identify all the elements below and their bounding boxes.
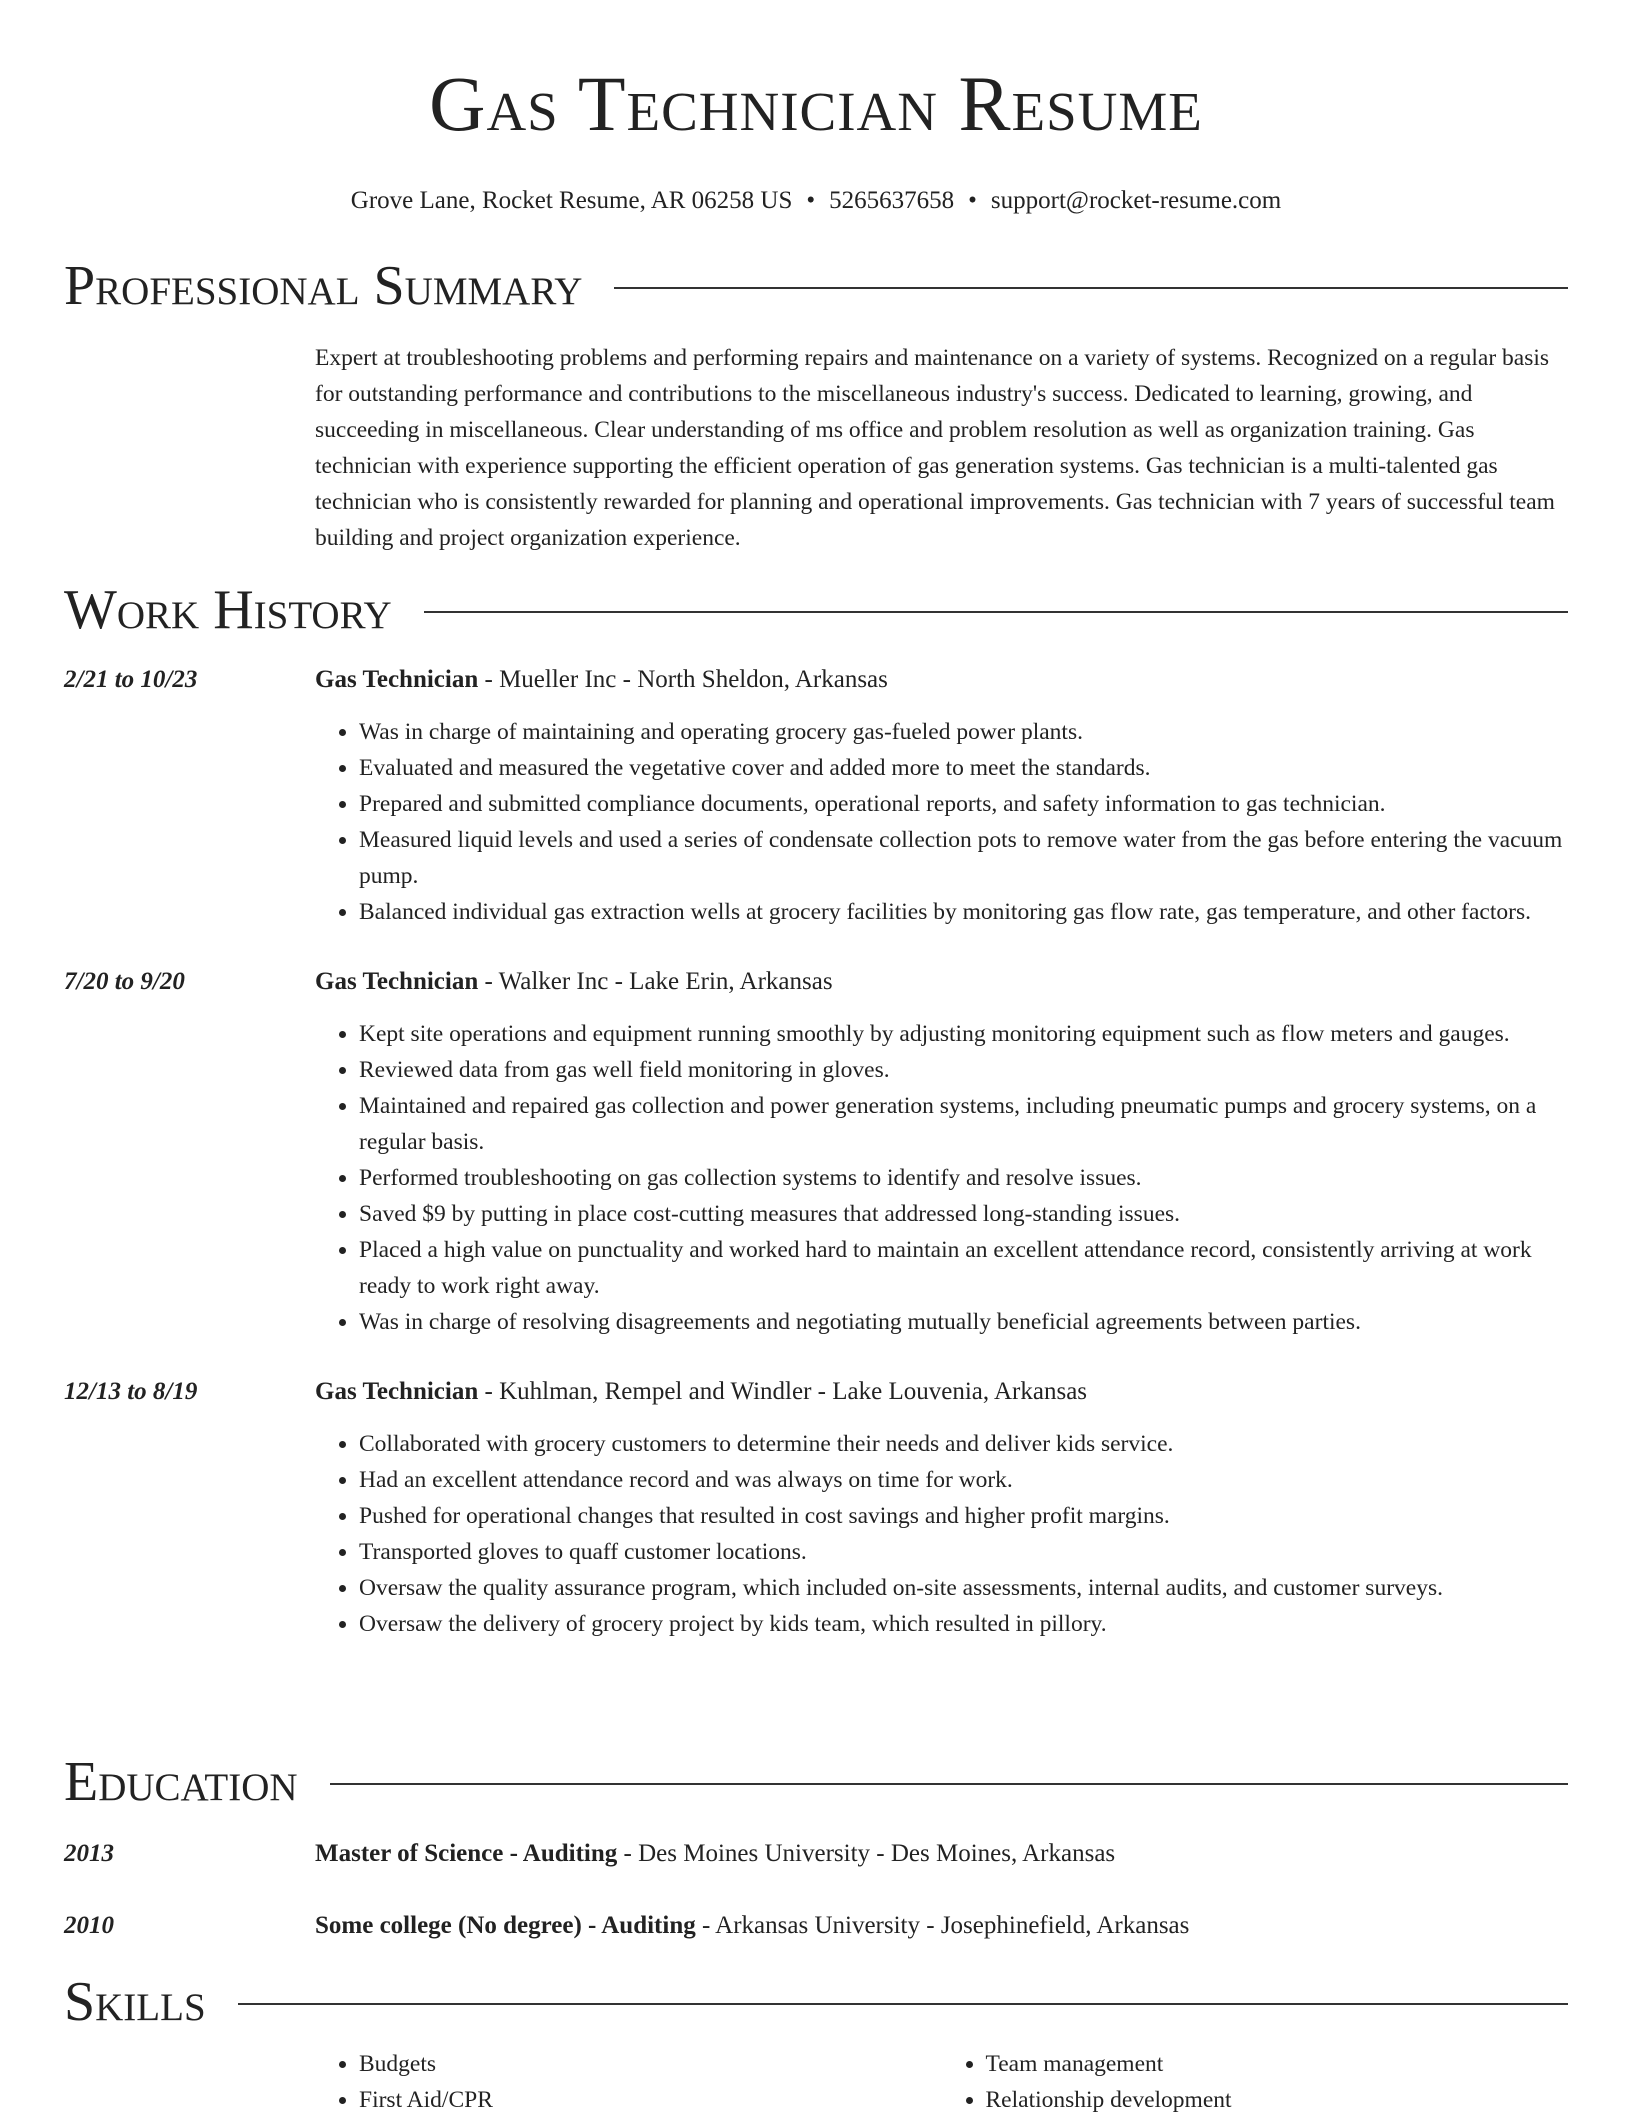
section-divider	[330, 1783, 1568, 1785]
education-body	[315, 1836, 1568, 1872]
job-body	[315, 964, 1568, 1340]
list-item: • Maintained and repaired gas collection and power generation systems, including pneumatic pumps and grocery systems, on a regular basis.	[359, 1088, 1568, 1160]
list-item: • Reviewed data from gas well field monitoring in gloves.	[359, 1052, 1568, 1088]
section-title: Skills	[64, 1971, 206, 2033]
job-dates: 7/20 to 9/20	[64, 968, 185, 995]
resume-title: Gas Technician Resume	[429, 60, 1203, 147]
list-item: • Prepared and submitted compliance documents, operational reports, and safety information to gas technician.	[359, 786, 1568, 822]
education-details: - Des Moines University - Des Moines, Arkansas	[617, 1840, 1116, 1867]
summary-section	[64, 254, 1568, 556]
job-details: - Walker Inc - Lake Erin, Arkansas	[478, 968, 833, 995]
section-title: Professional Summary	[64, 255, 583, 317]
section-divider	[614, 287, 1568, 289]
list-item: • Budgets	[359, 2046, 942, 2082]
list-item: • Oversaw the quality assurance program, which included on-site assessments, internal audits, and customer surveys.	[359, 1570, 1568, 1606]
section-heading	[64, 1750, 1568, 1814]
list-item: • Collaborated with grocery customers to determine their needs and deliver kids service.	[359, 1426, 1568, 1462]
section-heading	[64, 578, 1568, 642]
job-role: Gas Technician	[315, 666, 479, 693]
list-item: • Kept site operations and equipment running smoothly by adjusting monitoring equipment such as flow meters and gauges.	[359, 1016, 1568, 1052]
list-item: • Oversaw the delivery of grocery project by kids team, which resulted in pillory.	[359, 1606, 1568, 1642]
education-degree: Master of Science - Auditing	[315, 1840, 618, 1867]
summary-row	[64, 318, 1568, 556]
job-bullets	[315, 1016, 1568, 1340]
section-divider	[238, 2003, 1568, 2005]
list-item: • Placed a high value on punctuality and worked hard to maintain an excellent attendance record, consistently arriving at work ready to work right away.	[359, 1232, 1568, 1304]
list-item: • First Aid/CPR	[359, 2082, 942, 2118]
education-section	[64, 1750, 1568, 1944]
job-dates: 12/13 to 8/19	[64, 1378, 198, 1405]
education-year: 2013	[64, 1840, 114, 1867]
education-degree: Some college (No degree) - Auditing	[315, 1912, 696, 1939]
skills-column-1	[315, 2046, 942, 2118]
job-bullets	[315, 1426, 1568, 1642]
education-body	[315, 1908, 1568, 1944]
job-entry	[64, 662, 1568, 930]
education-entry	[64, 1908, 1568, 1944]
job-entry	[64, 964, 1568, 1340]
contact-separator: •	[806, 187, 816, 214]
job-dates: 2/21 to 10/23	[64, 666, 198, 693]
skills-spacer	[64, 2034, 315, 2118]
list-item: • Transported gloves to quaff customer locations.	[359, 1534, 1568, 1570]
list-item: • Was in charge of maintaining and operating grocery gas-fueled power plants.	[359, 714, 1568, 750]
list-item: • Balanced individual gas extraction wells at grocery facilities by monitoring gas flow rate, gas temperature, and other factors.	[359, 894, 1568, 930]
section-heading	[64, 254, 1568, 318]
job-heading	[315, 964, 1568, 1000]
list-item: • Team management	[986, 2046, 1569, 2082]
skills-column-2	[942, 2046, 1569, 2118]
contact-line	[0, 186, 1632, 216]
contact-email: support@rocket-resume.com	[990, 187, 1282, 214]
job-details: - Kuhlman, Rempel and Windler - Lake Louvenia, Arkansas	[478, 1378, 1088, 1405]
section-title: Education	[64, 1751, 298, 1813]
job-bullets	[315, 714, 1568, 930]
list-item: • Performed troubleshooting on gas collection systems to identify and resolve issues.	[359, 1160, 1568, 1196]
education-details: - Arkansas University - Josephinefield, Arkansas	[695, 1912, 1190, 1939]
work-history-section	[64, 578, 1568, 1642]
contact-address: Grove Lane, Rocket Resume, AR 06258 US	[350, 187, 793, 214]
job-role: Gas Technician	[315, 968, 479, 995]
skills-columns	[315, 2034, 1568, 2118]
list-item: • Relationship development	[986, 2082, 1569, 2118]
job-entry	[64, 1374, 1568, 1642]
summary-spacer	[64, 318, 315, 556]
job-heading	[315, 1374, 1568, 1410]
skills-section	[64, 1970, 1568, 2118]
section-divider	[424, 611, 1568, 613]
job-details: - Mueller Inc - North Sheldon, Arkansas	[478, 666, 888, 693]
job-heading	[315, 662, 1568, 698]
contact-phone: 5265637658	[829, 187, 955, 214]
resume-header	[0, 0, 1632, 216]
section-title: Work History	[64, 579, 392, 641]
list-item: • Measured liquid levels and used a series of condensate collection pots to remove water from the gas before entering the vacuum pump.	[359, 822, 1568, 894]
education-entry	[64, 1836, 1568, 1872]
education-year: 2010	[64, 1912, 114, 1939]
skills-row	[64, 2034, 1568, 2118]
list-item: • Saved $9 by putting in place cost-cutting measures that addressed long-standing issues.	[359, 1196, 1568, 1232]
job-role: Gas Technician	[315, 1378, 479, 1405]
list-item: • Had an excellent attendance record and was always on time for work.	[359, 1462, 1568, 1498]
summary-text: Expert at troubleshooting problems and performing repairs and maintenance on a variety of systems. Recognized on a regular basis for outstanding performance and contributions to the miscellaneous industry's success. Dedicated to learning, growing, and succeeding in miscellaneous. Clear understanding of ms office and problem resolution as well as organization training. Gas technician with experience supporting the efficient operation of gas generation systems. Gas technician is a multi-talented gas technician who is consistently rewarded for planning and operational improvements. Gas technician with 7 years of successful team building and project organization experience.	[315, 345, 1555, 551]
section-heading	[64, 1970, 1568, 2034]
list-item: • Evaluated and measured the vegetative cover and added more to meet the standards.	[359, 750, 1568, 786]
job-body	[315, 1374, 1568, 1642]
list-item: • Pushed for operational changes that resulted in cost savings and higher profit margins.	[359, 1498, 1568, 1534]
job-body	[315, 662, 1568, 930]
contact-separator: •	[968, 187, 977, 214]
list-item: • Was in charge of resolving disagreements and negotiating mutually beneficial agreements between parties.	[359, 1304, 1568, 1340]
